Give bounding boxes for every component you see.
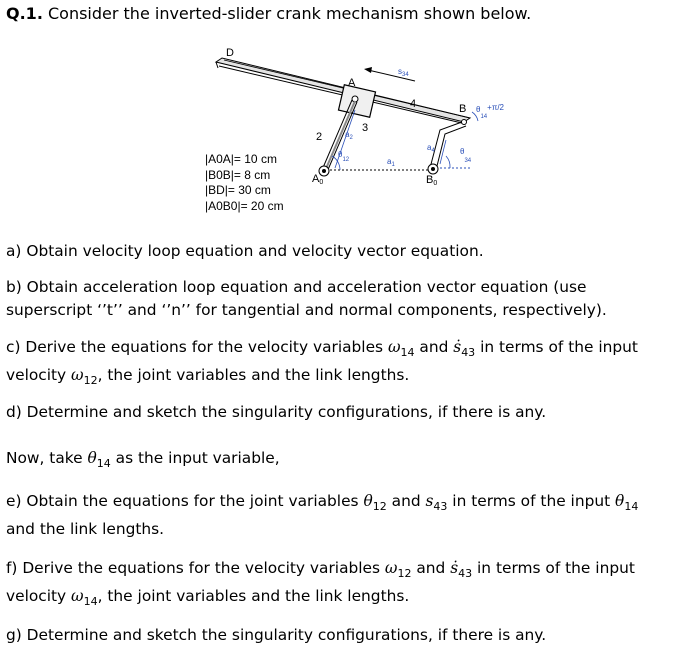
dim-a0b0: |A0B0|= 20 cm (205, 198, 284, 213)
label-b: B (459, 103, 467, 115)
part-c-post: in terms of the input (475, 338, 638, 356)
now-statement (6, 447, 682, 475)
theta12: θ (363, 492, 373, 510)
part-c (6, 336, 682, 392)
label-a4: $a_4$ (427, 143, 435, 154)
part-b-line2: superscript ‘’t’’ and ‘’n’’ for tangential and normal components, respectively). (6, 301, 607, 319)
theta14-input-sub: 14 (624, 500, 639, 514)
part-b-line1: b) Obtain acceleration loop equation and acceleration vector equation (use (6, 278, 587, 296)
sdot43-f-sub: 43 (458, 567, 473, 581)
part-c-and: and (414, 338, 454, 356)
part-f-pre: f) Derive the equations for the velocity variables (6, 559, 385, 577)
omega12-f: ω (384, 559, 398, 577)
sdot43-sub: 43 (461, 346, 476, 360)
mechanism-figure (0, 0, 686, 240)
theta12-sub: 12 (372, 500, 387, 514)
theta14: θ (87, 449, 97, 467)
omega14-f-sub: 14 (83, 595, 98, 609)
part-d: d) Determine and sketch the singularity configurations, if there is any. (6, 403, 547, 421)
omega12-f-sub: 12 (397, 567, 412, 581)
part-a: a) Obtain velocity loop equation and velocity vector equation. (6, 242, 484, 260)
part-f-and: and (411, 559, 451, 577)
theta14-input: θ (615, 492, 625, 510)
label-theta34: $\theta_{34}$ (460, 147, 472, 164)
label-theta12: $\theta_{12}$ (338, 150, 350, 163)
slider-block (338, 85, 375, 118)
s43-sub: 43 (433, 500, 448, 514)
dim-b0b: |B0B|= 8 cm (205, 167, 271, 182)
label-d: D (226, 47, 234, 59)
omega12-sub: 12 (83, 374, 98, 388)
now-post: as the input variable, (110, 449, 280, 467)
part-c-line2-post: , the joint variables and the link lengths. (97, 366, 410, 385)
part-f-post: in terms of the input (472, 559, 635, 577)
label-a0: A0 (312, 173, 324, 186)
ground-pivot-b0 (428, 164, 438, 174)
dim-bd: |BD|= 30 cm (205, 183, 271, 197)
s43: s (425, 492, 434, 510)
omega14: ω (387, 338, 401, 356)
label-theta14: $\theta_{14}+\pi/2$ (476, 103, 505, 120)
omega14-f: ω (71, 587, 84, 606)
part-e-mid: in terms of the input (447, 492, 616, 510)
part-f-line2-pre: velocity (6, 587, 72, 606)
part-e (6, 490, 682, 541)
question-intro: Consider the inverted-slider crank mechanism shown below. (47, 4, 532, 23)
link-4-side (430, 122, 466, 170)
theta14-sub: 14 (96, 457, 111, 471)
part-b (6, 276, 682, 322)
part-c-pre: c) Derive the equations for the velocity variables (6, 338, 388, 356)
part-e-line2: and the link lengths. (6, 520, 165, 539)
omega14-sub: 14 (400, 346, 415, 360)
part-c-line2-pre: velocity (6, 366, 72, 385)
question-number: Q.1. (6, 4, 43, 23)
label-link3: 3 (362, 122, 369, 134)
label-b0: B0 (426, 174, 438, 187)
label-a: A (348, 77, 356, 89)
now-pre: Now, take (6, 449, 88, 467)
dimensions-list (205, 152, 284, 214)
label-a2: $a_2$ (345, 130, 353, 141)
part-f (6, 557, 682, 613)
omega12: ω (71, 366, 84, 385)
label-link2: 2 (316, 131, 323, 143)
label-a1: $a_1$ (387, 157, 395, 168)
label-link4: 4 (410, 98, 417, 110)
ground-pivot-a0 (319, 166, 329, 176)
part-e-and: and (386, 492, 426, 510)
label-s34: $s_{34}$ (398, 67, 409, 78)
dim-a0a: |A0A|= 10 cm (205, 152, 277, 166)
sdot43: ṡ (453, 338, 462, 356)
sdot43-f: ṡ (450, 559, 459, 577)
part-e-pre: e) Obtain the equations for the joint variables (6, 492, 364, 510)
part-g: g) Determine and sketch the singularity configurations, if there is any. (6, 626, 547, 644)
part-f-line2-post: , the joint variables and the link lengths. (97, 587, 410, 606)
